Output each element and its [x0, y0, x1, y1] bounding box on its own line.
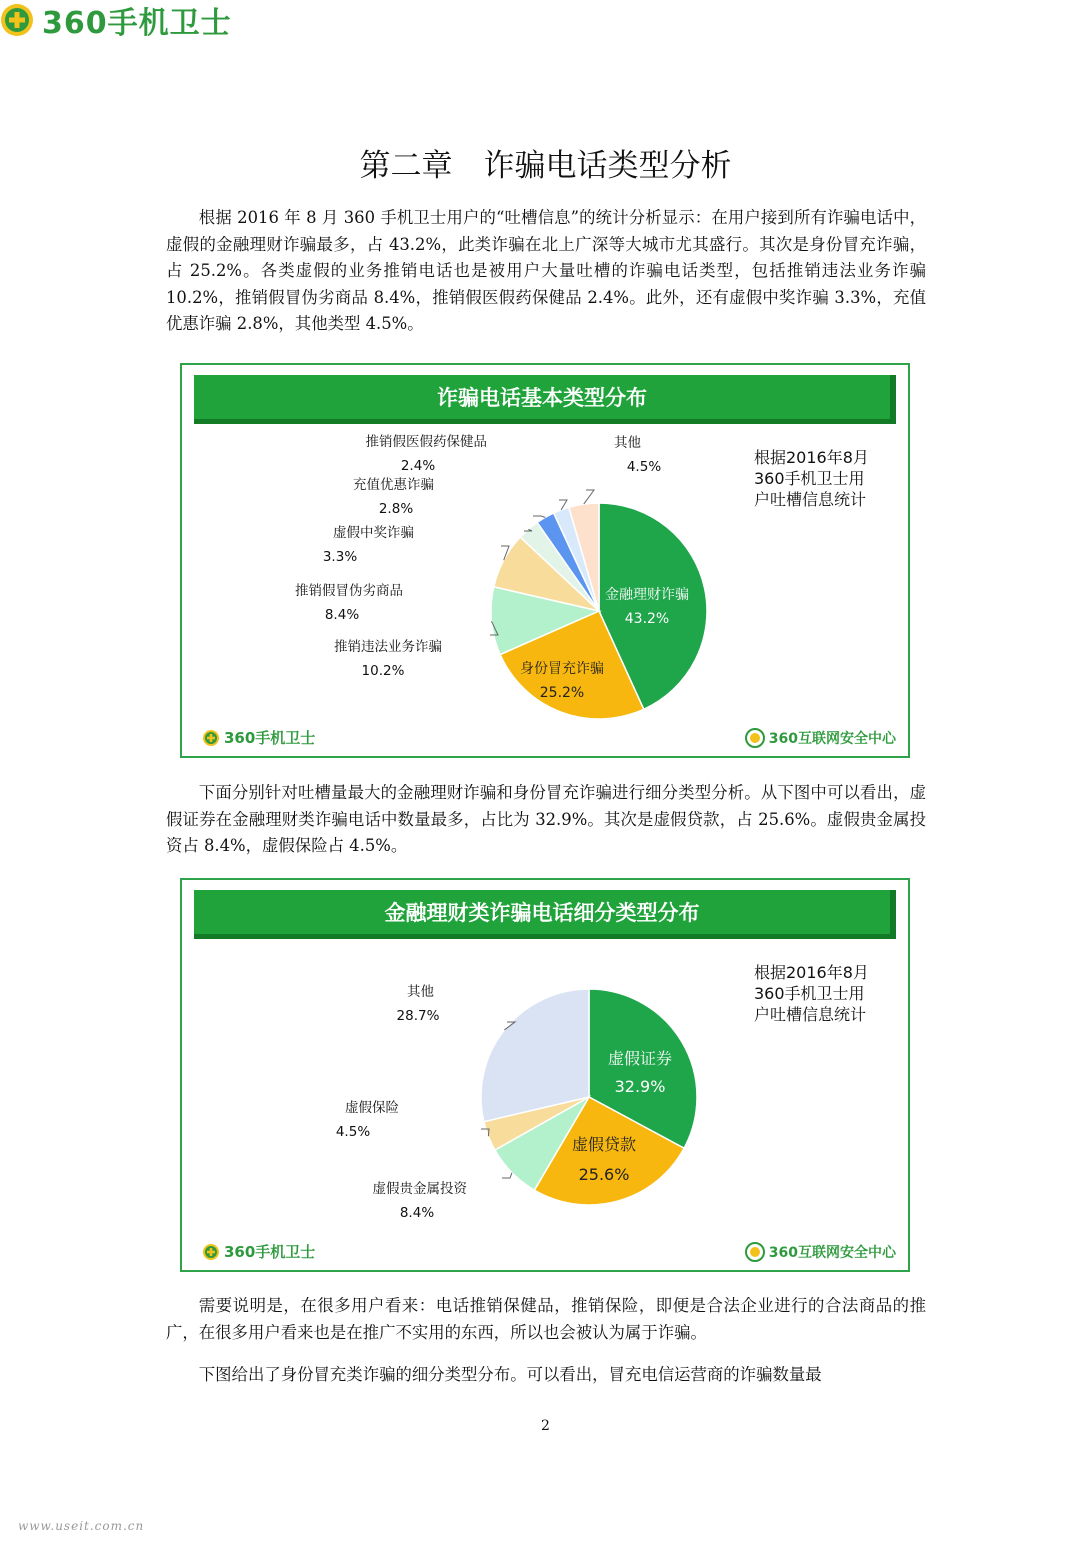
slice-label: 推销假医假药保健品 — [365, 434, 487, 450]
source-line: 360手机卫士用 — [754, 469, 865, 488]
slice-value: 43.2% — [624, 611, 670, 627]
footer-logo-right — [745, 1242, 896, 1262]
slice-value: 25.6% — [578, 1165, 630, 1184]
slice-label: 推销假冒伪劣商品 — [295, 583, 403, 599]
source-line: 户吐槽信息统计 — [754, 490, 867, 509]
source-line: 户吐槽信息统计 — [754, 1005, 867, 1024]
slice-label: 虚假保险 — [345, 1100, 399, 1116]
paragraph-2: 下面分别针对吐槽量最大的金融理财诈骗和身份冒充诈骗进行细分类型分析。从下图中可以看出，虚假证券在金融理财类诈骗电话中数量最多，占比为 32.9%。其次是虚假贷款，占 25.6%。虚假贵金属投资占 8.4%，虚假保险占 4.5%。 — [166, 783, 926, 855]
slice-value: 8.4% — [399, 1205, 435, 1221]
shield-plus-icon — [202, 1243, 220, 1261]
footer-left-text: 360手机卫士 — [224, 729, 316, 747]
slice-value: 10.2% — [361, 663, 405, 679]
source-line: 根据2016年8月 — [754, 963, 869, 982]
footer-right-text: 360互联网安全中心 — [768, 1245, 896, 1261]
slice-label: 推销违法业务诈骗 — [334, 639, 442, 655]
slice-label: 其他 — [614, 435, 641, 451]
slice-value: 25.2% — [539, 685, 585, 701]
slice-label: 充值优惠诈骗 — [353, 477, 434, 493]
slice-value: 8.4% — [324, 607, 360, 623]
slice-label: 金融理财诈骗 — [605, 587, 689, 603]
paragraph-1: 根据 2016 年 8 月 360 手机卫士用户的“吐槽信息”的统计分析显示：在用户接到所有诈骗电话中，虚假的金融理财诈骗最多，占 43.2%，此类诈骗在北上广深等大城市尤其盛行。其次是身份冒充诈骗，占 25.2%。各类虚假的业务推销电话也是被用户大量吐槽的诈骗电话类型，包括推销违法业务诈骗 10.2%，推销假冒伪劣商品 8.4%，推销假医假药保健品 2.4%。此外，还有虚假中奖诈骗 3.3%，充值优惠诈骗 2.8%，其他类型 4.5%。 — [166, 208, 926, 333]
paragraph-4: 下图给出了身份冒充类诈骗的细分类型分布。可以看出，冒充电信运营商的诈骗数量最 — [198, 1365, 822, 1384]
footer-left-text: 360手机卫士 — [224, 1243, 316, 1261]
slice-value: 2.8% — [378, 501, 414, 517]
slice-value: 28.7% — [396, 1008, 440, 1024]
slice-label: 虚假中奖诈骗 — [333, 525, 414, 541]
shield-plus-icon — [202, 729, 220, 747]
figure-1-title: 诈骗电话基本类型分布 — [437, 386, 647, 410]
header-brand: 360手机卫士 — [42, 6, 232, 41]
source-line: 360手机卫士用 — [754, 984, 865, 1003]
watermark: www.useit.com.cn — [18, 1519, 145, 1533]
pie-chart-basic-types — [182, 365, 908, 756]
security-center-icon — [745, 1242, 765, 1262]
paragraph-3: 需要说明是，在很多用户看来：电话推销保健品，推销保险，即便是合法企业进行的合法商品的推广，在很多用户看来也是在推广不实用的东西，所以也会被认为属于诈骗。 — [166, 1296, 926, 1342]
source-line: 根据2016年8月 — [754, 448, 869, 467]
footer-logo-right — [745, 728, 896, 748]
footer-right-text: 360互联网安全中心 — [768, 731, 896, 747]
slice-label: 身份冒充诈骗 — [520, 661, 604, 677]
chapter-title: 第二章 诈骗电话类型分析 — [359, 148, 732, 184]
figure-finance-subtypes — [180, 878, 910, 1272]
slice-value: 4.5% — [626, 459, 662, 475]
leader-line — [502, 1173, 512, 1178]
footer-logo-left — [202, 1241, 315, 1262]
footer-logo-left — [202, 727, 315, 748]
slice-value: 2.4% — [400, 458, 436, 474]
pie-chart-finance-subtypes — [182, 880, 908, 1270]
slice-value: 32.9% — [614, 1077, 666, 1096]
figure-2-title: 金融理财类诈骗电话细分类型分布 — [384, 901, 700, 925]
figure-basic-types — [180, 363, 910, 758]
slice-value: 4.5% — [335, 1124, 371, 1140]
slice-label: 虚假贷款 — [571, 1135, 637, 1154]
page-number: 2 — [541, 1418, 550, 1434]
leader-line — [533, 516, 545, 517]
slice-value: 3.3% — [322, 549, 358, 565]
shield-plus-icon — [0, 3, 34, 37]
header-logo — [0, 0, 262, 40]
leader-line — [584, 490, 594, 504]
slice-label: 虚假证券 — [607, 1049, 673, 1068]
slice-label: 虚假贵金属投资 — [372, 1181, 467, 1197]
security-center-icon — [745, 728, 765, 748]
slice-label: 其他 — [407, 984, 434, 1000]
